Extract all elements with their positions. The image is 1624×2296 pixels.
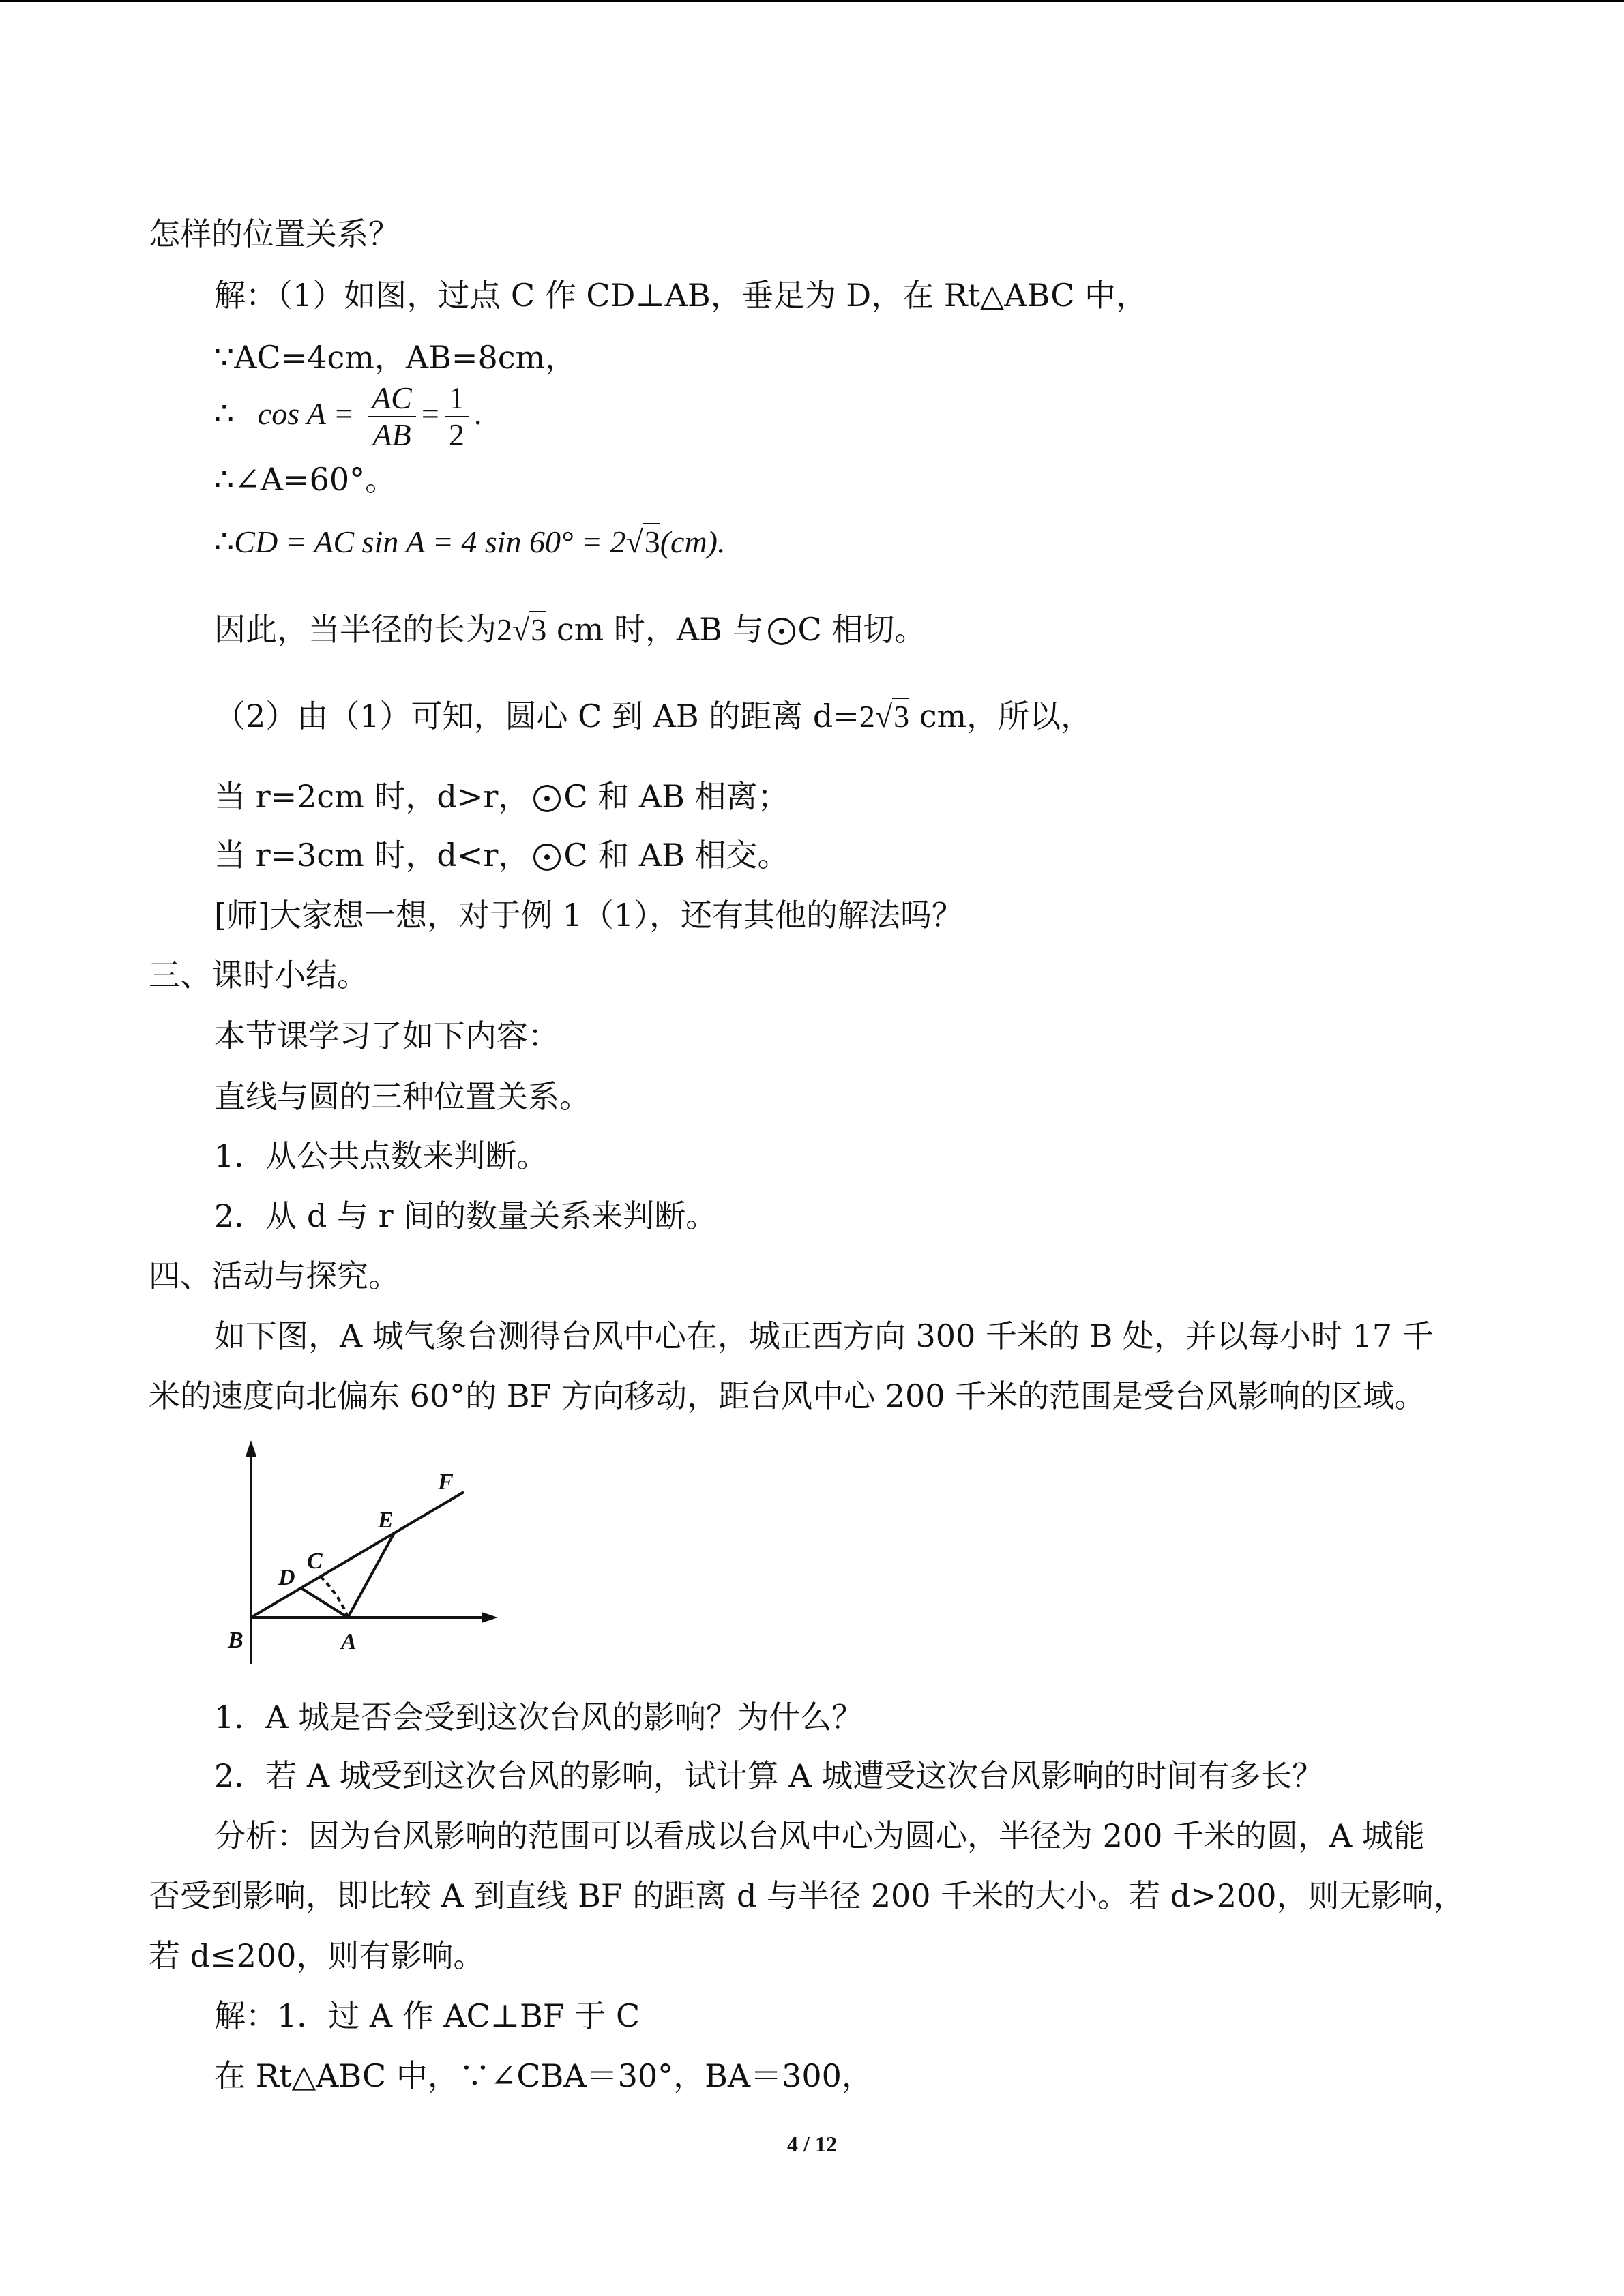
text-span: C 相切。 — [797, 611, 926, 648]
label-a: A — [341, 1629, 357, 1654]
equals-sign: = — [421, 396, 439, 431]
list-item: 2．从 d 与 r 间的数量关系来判断。 — [214, 1197, 718, 1234]
cos-a: cos A = — [257, 396, 355, 431]
circle-dot-icon — [768, 618, 795, 645]
text-span: 因此，当半径的长为 — [214, 611, 497, 648]
text-line: ∴∠A=60°。 — [214, 461, 397, 498]
coef: 2 — [497, 612, 512, 647]
circle-dot-icon — [533, 844, 561, 871]
tangent-line: 因此，当半径的长为2√3 cm 时，AB 与 C 相切。 — [214, 611, 926, 648]
label-c: C — [307, 1549, 323, 1574]
text-span: 当 r=2cm 时，d>r， — [214, 778, 530, 815]
fraction-one-half — [445, 381, 469, 453]
page-top-rule — [0, 0, 1624, 2]
text-line: 解：1．过 A 作 AC⊥BF 于 C — [214, 1997, 640, 2034]
list-item: 1．从公共点数来判断。 — [214, 1137, 548, 1174]
sqrt-3: 3 — [644, 524, 660, 559]
text-line: 解：（1）如图，过点 C 作 CD⊥AB，垂足为 D，在 Rt△ABC 中， — [214, 277, 1148, 314]
label-d: D — [278, 1565, 295, 1590]
therefore-symbol: ∴ — [214, 396, 235, 431]
coef: 2 — [859, 699, 875, 734]
segment-da — [300, 1587, 348, 1617]
question: 1．A 城是否会受到这次台风的影响？为什么？ — [214, 1699, 863, 1735]
arc-ca — [321, 1577, 348, 1617]
y-axis-arrow-icon — [246, 1440, 256, 1457]
denominator-ab: AB — [372, 417, 411, 453]
x-axis-arrow-icon — [482, 1612, 498, 1623]
text-line: 直线与圆的三种位置关系。 — [214, 1078, 591, 1115]
label-e: E — [378, 1508, 394, 1533]
denominator-two: 2 — [448, 417, 464, 453]
separate-line — [214, 776, 789, 817]
text-span: （2）由（1）可知，圆心 C 到 AB 的距离 d= — [214, 698, 859, 734]
circle-dot-icon — [533, 785, 561, 812]
text-line: 否受到影响，即比较 A 到直线 BF 的距离 d 与半径 200 千米的大小。若 d>200，则无影响， — [149, 1877, 1465, 1914]
text-line: 若 d≤200，则有影响。 — [149, 1937, 485, 1974]
text-span: cm 时，AB 与 — [556, 611, 764, 648]
text-line: 在 Rt△ABC 中，∵∠CBA＝30°，BA＝300， — [214, 2057, 873, 2094]
intersect-line — [214, 835, 789, 876]
section-heading: 四、活动与探究。 — [149, 1257, 400, 1294]
text-line: 分析：因为台风影响的范围可以看成以台风中心为圆心，半径为 200 千米的圆，A 城能 — [214, 1817, 1425, 1854]
sqrt-3: 3 — [894, 699, 910, 734]
typhoon-diagram — [218, 1432, 505, 1671]
label-f: F — [438, 1470, 454, 1495]
section-heading: 三、课时小结。 — [149, 957, 368, 994]
numerator-one: 1 — [445, 381, 469, 417]
distance-line: （2）由（1）可知，圆心 C 到 AB 的距离 d=2√3 cm，所以， — [214, 698, 1093, 734]
page-number: 4 / 12 — [787, 2132, 837, 2156]
cd-expression: CD = AC sin A = 4 sin 60° = 2 — [234, 524, 626, 559]
text-line: ∵AC=4cm，AB=8cm， — [214, 339, 577, 376]
text-span: C 和 AB 相交。 — [563, 837, 789, 874]
text-line: 如下图，A 城气象台测得台风中心在，城正西方向 300 千米的 B 处，并以每小时 17 千 — [214, 1317, 1434, 1354]
cd-equation: ∴CD = AC sin A = 4 sin 60° = 2√3(cm). — [214, 524, 726, 559]
therefore-symbol: ∴ — [214, 524, 235, 559]
label-b: B — [228, 1628, 243, 1653]
text-line: [师]大家想一想，对于例 1（1），还有其他的解法吗？ — [214, 897, 964, 934]
text-span: C 和 AB 相离； — [563, 778, 789, 815]
fraction-ac-ab — [368, 381, 416, 453]
text-line: 怎样的位置关系？ — [149, 215, 400, 252]
period: . — [473, 396, 482, 431]
text-line: 本节课学习了如下内容： — [214, 1017, 559, 1054]
cos-equation — [214, 378, 482, 453]
numerator-ac: AC — [368, 381, 416, 417]
text-line: 米的速度向北偏东 60°的 BF 方向移动，距台风中心 200 千米的范围是受台风影响的区域。 — [149, 1377, 1426, 1414]
question: 2．若 A 城受到这次台风的影响，试计算 A 城遭受这次台风影响的时间有多长？ — [214, 1757, 1324, 1794]
sqrt-3: 3 — [531, 612, 547, 647]
text-span: 当 r=3cm 时，d<r， — [214, 837, 530, 874]
cm-unit: (cm). — [660, 524, 726, 559]
text-span: cm，所以， — [919, 698, 1093, 734]
